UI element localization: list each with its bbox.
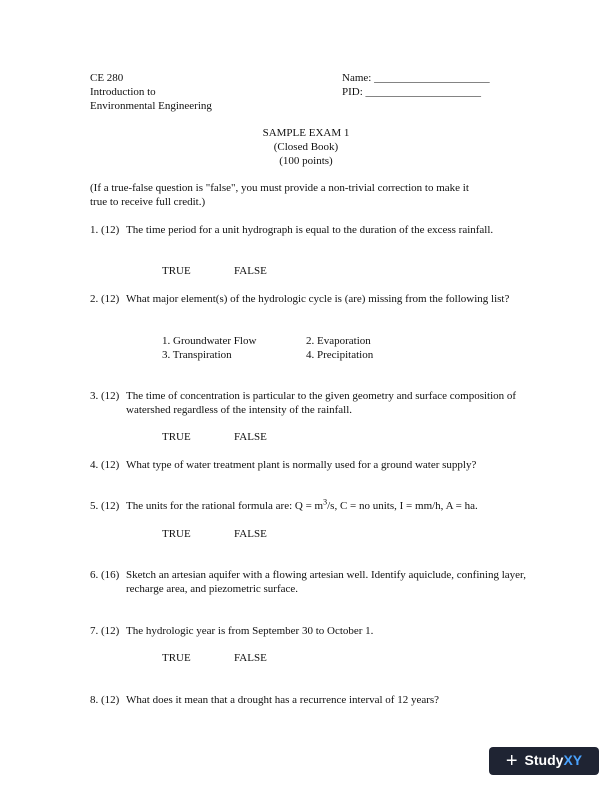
question-text: The hydrologic year is from September 30 to October 1. [126, 625, 374, 637]
question-number: 8. (12) [90, 694, 120, 706]
false-option[interactable]: FALSE [234, 265, 267, 277]
list-option: 4. Precipitation [306, 349, 374, 361]
question-text: What does it mean that a drought has a recurrence interval of 12 years? [126, 694, 440, 706]
question-number: 1. (12) [90, 224, 120, 236]
question-number: 5. (12) [90, 500, 120, 512]
instructions-line1: (If a true-false question is "false", you must provide a non-trivial correction to make it [90, 182, 469, 194]
question-text: The time period for a unit hydrograph is equal to the duration of the excess rainfall. [126, 224, 494, 236]
formula-text-start: The units for the rational formula are: Q = m [126, 500, 324, 512]
question-text [126, 497, 526, 514]
course-title-line2: Environmental Engineering [90, 100, 212, 112]
course-title-line1: Introduction to [90, 86, 156, 98]
formula-superscript: 3 [323, 497, 328, 507]
name-field: Name: _____________________ [342, 72, 490, 84]
question-number: 7. (12) [90, 625, 120, 637]
true-option[interactable]: TRUE [162, 652, 191, 664]
exam-title: SAMPLE EXAM 1 [262, 127, 350, 139]
question-number: 4. (12) [90, 459, 120, 471]
plus-icon: + [505, 750, 518, 772]
question-number: 6. (16) [90, 569, 120, 581]
question-text: The time of concentration is particular to the given geometry and surface composition of watershed regardless of the intensity of the rainfall. [126, 390, 517, 416]
formula-text-end: /s, C = no units, I = mm/h, A = ha. [327, 500, 478, 512]
true-option[interactable]: TRUE [162, 431, 191, 443]
list-option: 2. Evaporation [306, 335, 371, 347]
exam-subtitle-points: (100 points) [279, 155, 333, 167]
true-option[interactable]: TRUE [162, 265, 191, 277]
question-text: What type of water treatment plant is normally used for a ground water supply? [126, 459, 477, 471]
instructions-line2: true to receive full credit.) [90, 196, 206, 208]
question-number: 2. (12) [90, 293, 120, 305]
studyxy-badge[interactable] [489, 747, 599, 775]
false-option[interactable]: FALSE [234, 431, 267, 443]
false-option[interactable]: FALSE [234, 652, 267, 664]
brand-logo: StudyXY [524, 752, 583, 769]
exam-subtitle-closed-book: (Closed Book) [273, 141, 339, 153]
question-number: 3. (12) [90, 390, 120, 402]
true-option[interactable]: TRUE [162, 528, 191, 540]
list-option: 3. Transpiration [162, 349, 232, 361]
list-option: 1. Groundwater Flow [162, 335, 257, 347]
pid-field: PID: _____________________ [342, 86, 482, 98]
question-text: What major element(s) of the hydrologic cycle is (are) missing from the following list? [126, 293, 510, 305]
false-option[interactable]: FALSE [234, 528, 267, 540]
question-text: Sketch an artesian aquifer with a flowing artesian well. Identify aquiclude, confining layer, recharge area, and piezometric surface. [126, 569, 527, 595]
course-code: CE 280 [90, 72, 124, 84]
